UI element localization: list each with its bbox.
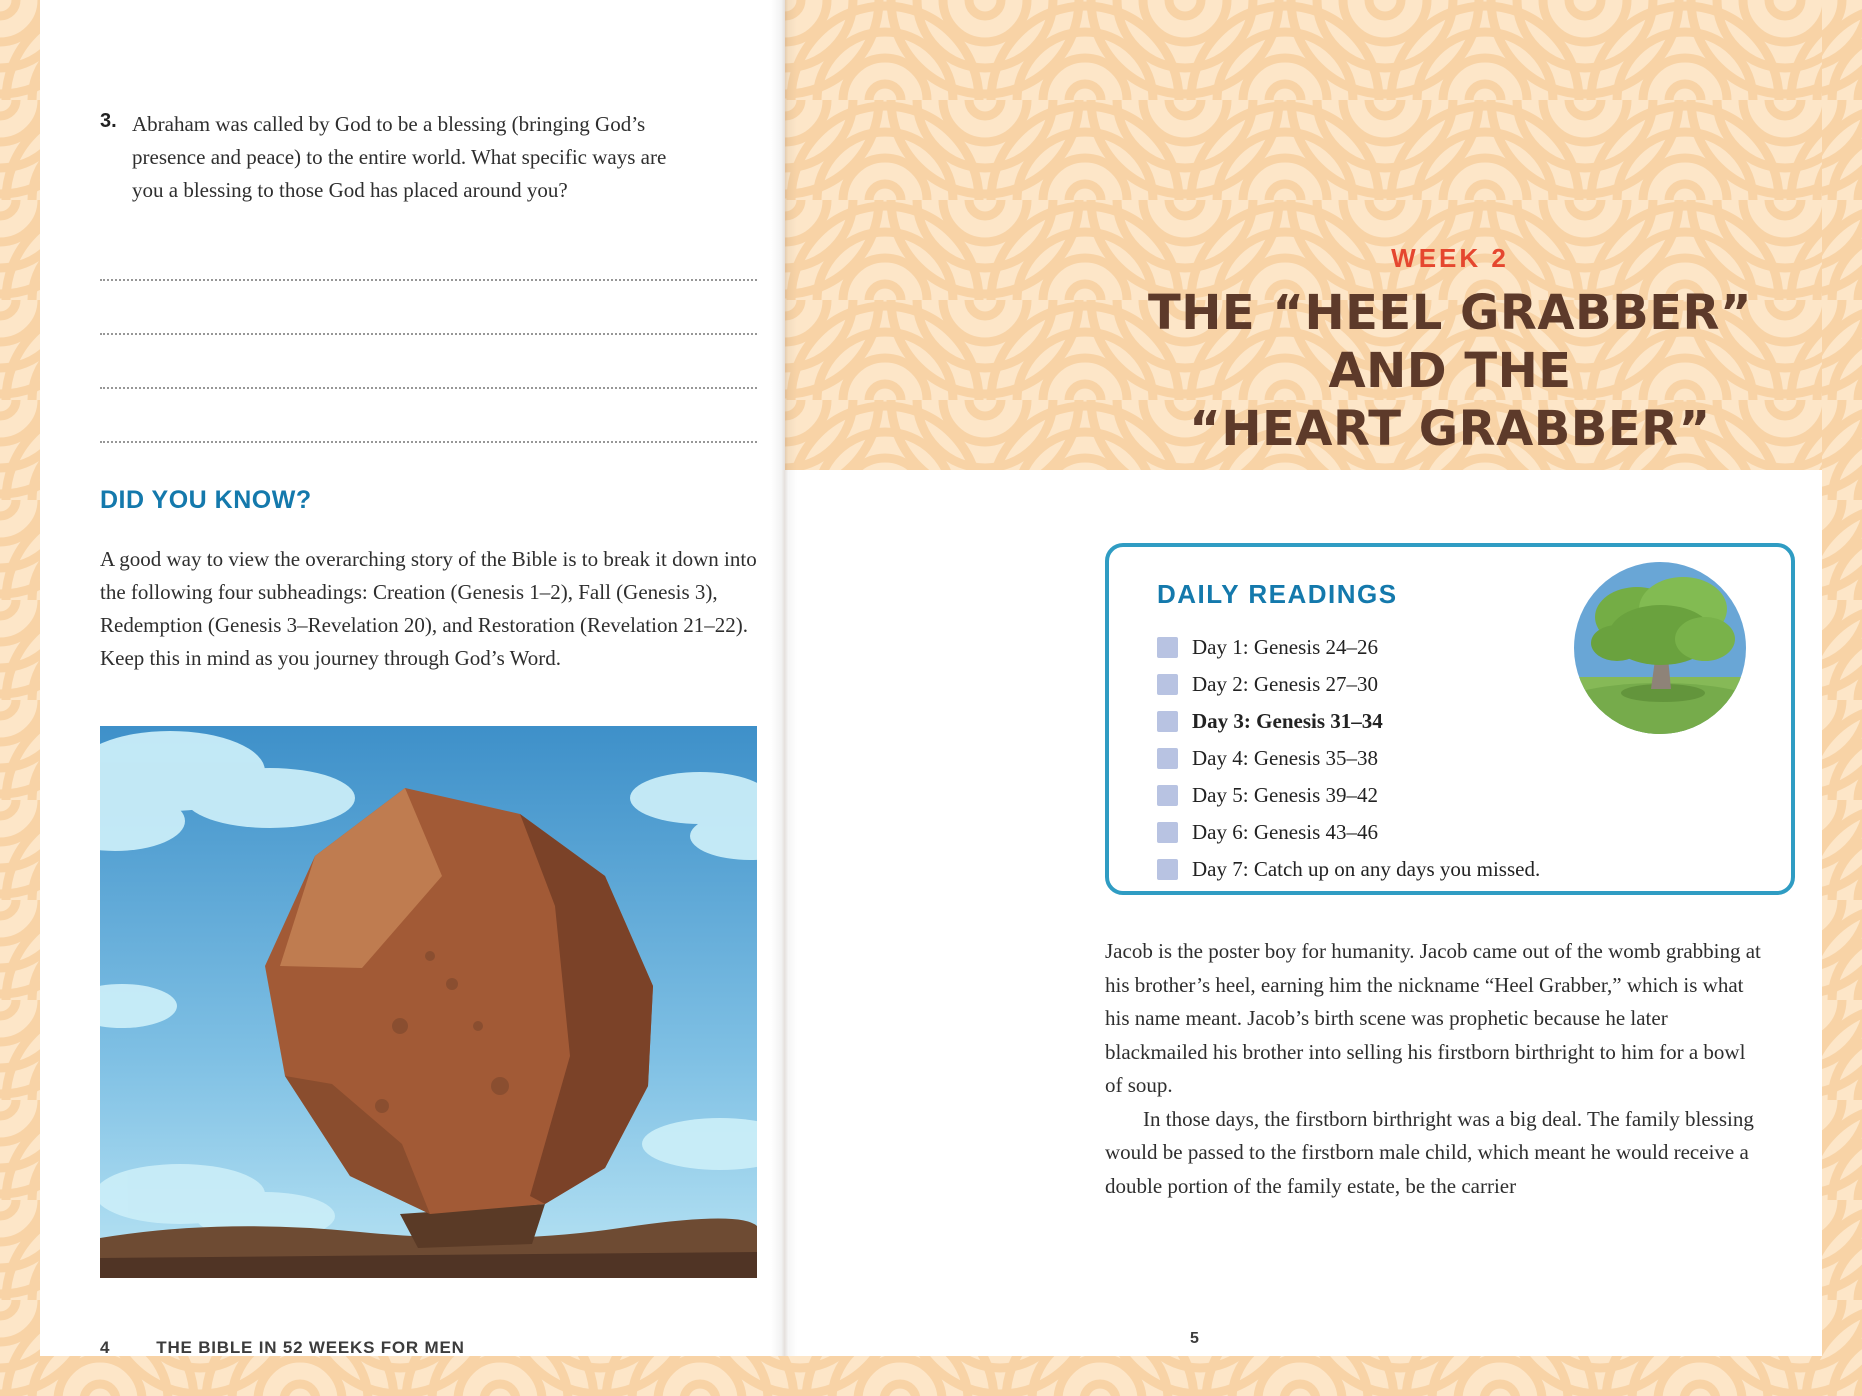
reading-label: Day 6: Genesis 43–46 — [1192, 819, 1379, 844]
reading-label: Day 7: Catch up on any days you missed. — [1192, 856, 1541, 881]
checkbox[interactable] — [1157, 748, 1178, 769]
chapter-title-line-3: “HEART GRABBER” — [1189, 401, 1711, 457]
reading-item — [1157, 816, 1540, 848]
reading-item — [1157, 779, 1540, 811]
checkbox[interactable] — [1157, 822, 1178, 843]
answer-line — [100, 385, 757, 389]
question-text: Abraham was called by God to be a blessing (bringing God’s presence and peace) to the entire world. What specific ways are you a blessing to those God has placed around you? — [132, 112, 667, 202]
chapter-title-line-1: THE “HEEL GRABBER” — [1148, 285, 1752, 341]
checkbox[interactable] — [1157, 674, 1178, 695]
reading-label: Day 2: Genesis 27–30 — [1192, 671, 1379, 696]
checkbox[interactable] — [1157, 711, 1178, 732]
question-number: 3. — [100, 110, 117, 132]
chapter-title-line-2: AND THE — [1328, 343, 1572, 399]
week-label: WEEK 2 — [1391, 243, 1509, 273]
checkbox[interactable] — [1157, 637, 1178, 658]
answer-line — [100, 439, 757, 443]
body-paragraph-2: In those days, the firstborn birthright was a big deal. The family blessing would be passed to the firstborn male child, which meant he would receive a double portion of the family estate, be the carrier — [1105, 1106, 1754, 1198]
tree-illustration — [1571, 559, 1749, 737]
did-you-know-body: A good way to view the overarching story of the Bible is to break it down into the following four subheadings: Creation (Genesis 1–2), Fall (Genesis 3), Redemption (Genesis 3–Revelation 20), and Restoration (Revelation 21–22). Keep this in mind as you journey through God’s Word. — [100, 547, 757, 670]
answer-line — [100, 331, 757, 335]
reading-label: Day 1: Genesis 24–26 — [1192, 634, 1379, 659]
daily-readings-box — [1105, 543, 1795, 895]
book-title-running-footer: THE BIBLE IN 52 WEEKS FOR MEN — [156, 1338, 465, 1357]
answer-line — [100, 277, 757, 281]
rock-illustration — [100, 726, 757, 1278]
reading-label: Day 4: Genesis 35–38 — [1192, 745, 1379, 770]
chapter-body-text — [1105, 935, 1765, 1203]
reading-item — [1157, 631, 1540, 663]
left-page-number: 4 — [100, 1338, 111, 1357]
reading-item — [1157, 742, 1540, 774]
did-you-know-heading: DID YOU KNOW? — [100, 486, 312, 514]
daily-readings-heading: DAILY READINGS — [1157, 579, 1398, 609]
body-paragraph-1: Jacob is the poster boy for humanity. Jacob came out of the womb grabbing at his brother’s heel, earning him the nickname “Heel Grabber,” which is what his name meant. Jacob’s birth scene was prophetic because he later blackmailed his brother into selling his firstborn birthright to him for a bowl of soup. — [1105, 939, 1761, 1097]
reading-label: Day 5: Genesis 39–42 — [1192, 782, 1379, 807]
checkbox[interactable] — [1157, 859, 1178, 880]
checkbox[interactable] — [1157, 785, 1178, 806]
tree-illustration-svg — [1571, 559, 1749, 737]
reading-label-current: Day 3: Genesis 31–34 — [1192, 708, 1383, 733]
reading-item — [1157, 705, 1540, 737]
daily-readings-list — [1157, 631, 1540, 890]
rock-illustration-svg — [100, 726, 757, 1278]
left-page-footer — [100, 1338, 465, 1358]
reading-item — [1157, 853, 1540, 885]
reading-item — [1157, 668, 1540, 700]
right-page-number: 5 — [1190, 1330, 1199, 1347]
chapter-title — [1105, 284, 1795, 458]
